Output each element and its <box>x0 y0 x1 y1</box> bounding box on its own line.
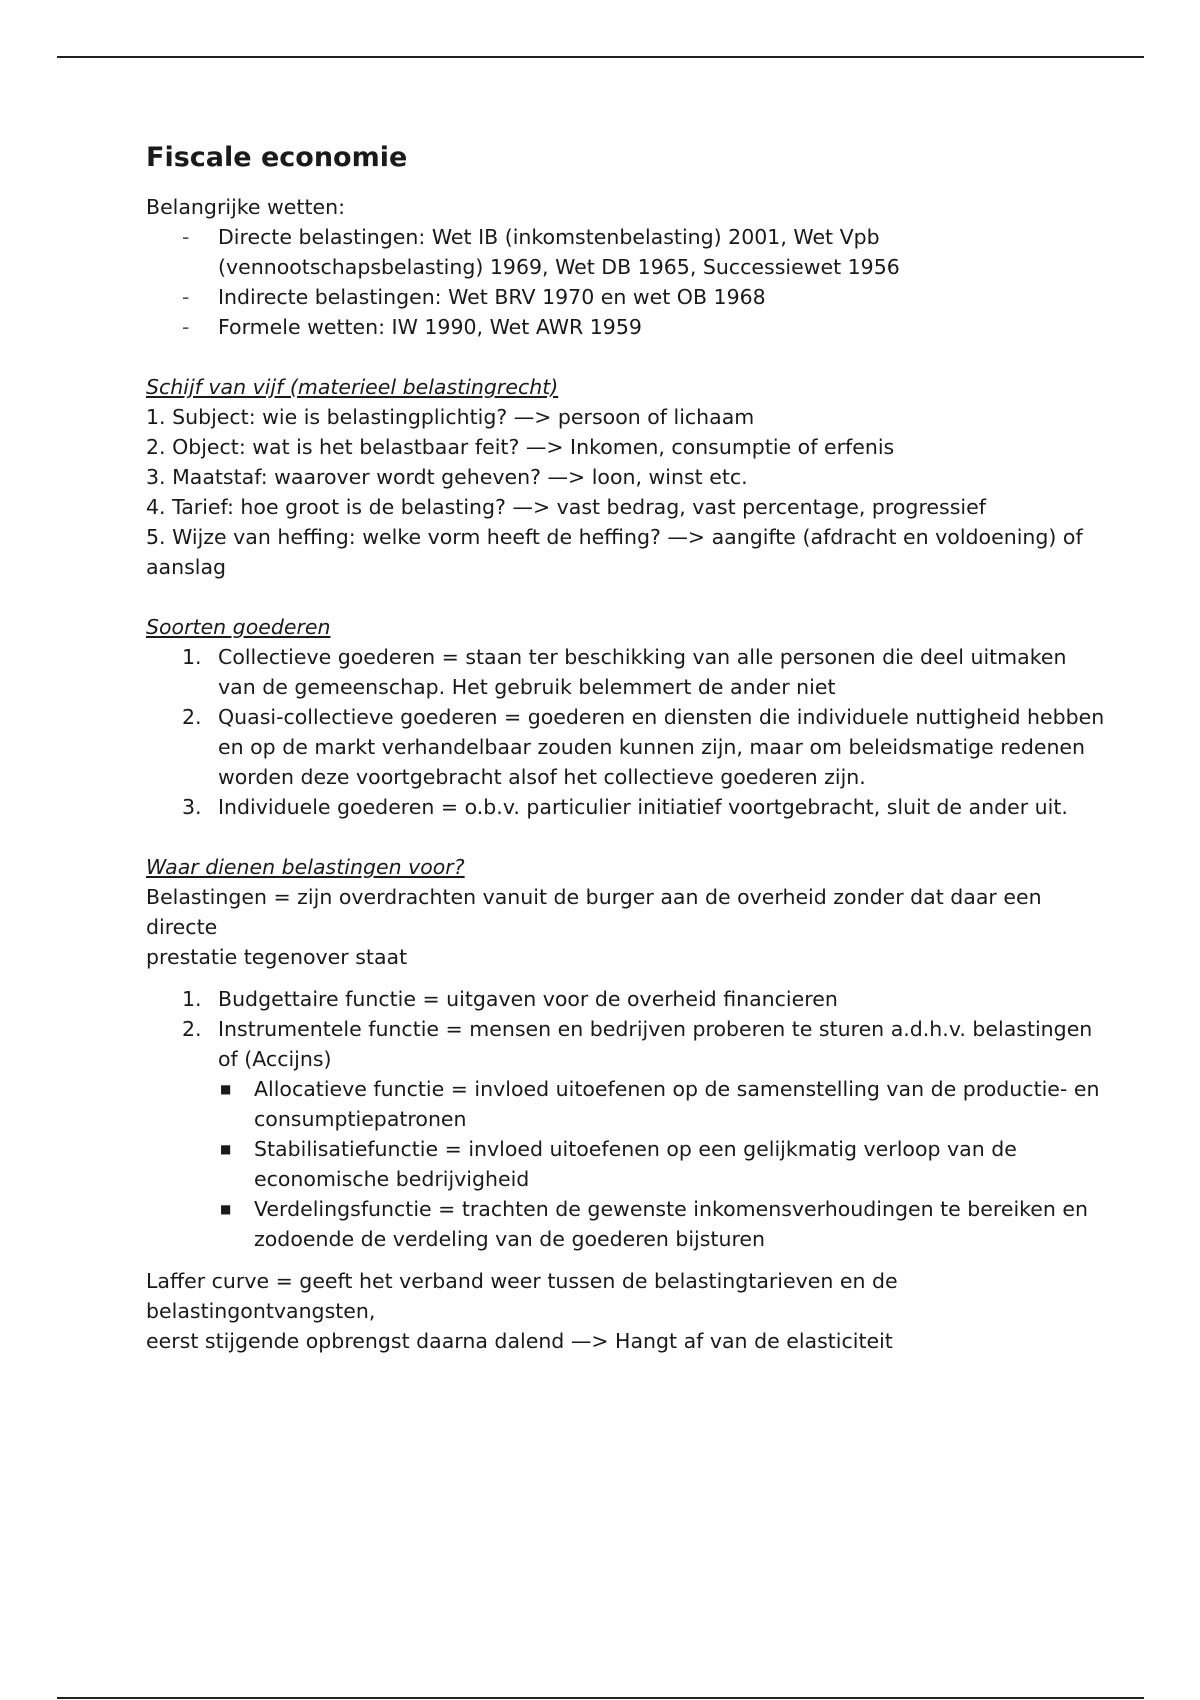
schijf-line: 1. Subject: wie is belastingplichtig? —> persoon of lichaam <box>146 405 755 429</box>
square-bullet-icon: ■ <box>220 1142 232 1156</box>
list-item: 2. Instrumentele functie = mensen en bedrijven proberen te sturen a.d.h.v. belastingen of (Accijns) <box>182 1017 1093 1071</box>
list-item: 3. Individuele goederen = o.b.v. particulier initiatief voortgebracht, sluit de ander uit. <box>182 795 1068 819</box>
square-bullet-icon: ■ <box>220 1202 232 1216</box>
document-body <box>146 140 1106 1356</box>
list-item: - Directe belastingen: Wet IB (inkomstenbelasting) 2001, Wet Vpb (vennootschapsbelasting) 1969, Wet DB 1965, Successiewet 1956 <box>146 222 1106 282</box>
list-item: ■ Stabilisatiefunctie = invloed uitoefenen op een gelijkmatig verloop van de economische bedrijvigheid <box>146 1134 1106 1194</box>
laffer-curve-text-cont: eerst stijgende opbrengst daarna dalend —> Hangt af van de elasticiteit <box>146 1329 893 1353</box>
wetten-list <box>146 222 1106 342</box>
list-item: - Indirecte belastingen: Wet BRV 1970 en wet OB 1968 <box>146 282 1106 312</box>
section-heading-goederen: Soorten goederen <box>146 615 331 639</box>
header-rule <box>57 56 1144 58</box>
list-item: 2. Quasi-collectieve goederen = goederen en diensten die individuele nuttigheid hebben en op de markt verhandelbaar zouden kunnen zijn, maar om beleidsmatige redenen worden deze voortgebracht alsof het collectieve goederen zijn. <box>182 705 1105 789</box>
list-item: 1. Collectieve goederen = staan ter beschikking van alle personen die deel uitmaken van de gemeenschap. Het gebruik belemmert de ander niet <box>182 645 1067 699</box>
dash-bullet-icon: - <box>182 315 190 339</box>
page-title: Fiscale economie <box>146 142 408 173</box>
schijf-line: 5. Wijze van heffing: welke vorm heeft de heffing? —> aangifte (afdracht en voldoening) of aanslag <box>146 525 1083 579</box>
list-item: 1. Budgettaire functie = uitgaven voor de overheid financieren <box>182 987 838 1011</box>
goederen-list <box>146 642 1106 822</box>
section-heading-schijf: Schijf van vijf (materieel belastingrecht) <box>146 375 559 399</box>
section-heading-belastingen: Waar dienen belastingen voor? <box>146 855 465 879</box>
subfuncties-list <box>146 1074 1106 1254</box>
list-item: ■ Verdelingsfunctie = trachten de gewenste inkomensverhoudingen te bereiken en zodoende de verdeling van de goederen bijsturen <box>146 1194 1106 1254</box>
belastingen-definition: Belastingen = zijn overdrachten vanuit de burger aan de overheid zonder dat daar een directe <box>146 885 1042 939</box>
belastingen-definition-cont: prestatie tegenover staat <box>146 945 408 969</box>
dash-bullet-icon: - <box>182 225 190 249</box>
square-bullet-icon: ■ <box>220 1082 232 1096</box>
list-item: ■ Allocatieve functie = invloed uitoefenen op de samenstelling van de productie- en consumptiepatronen <box>146 1074 1106 1134</box>
footer-rule <box>57 1697 1144 1699</box>
functies-list <box>146 984 1106 1074</box>
schijf-line: 2. Object: wat is het belastbaar feit? —> Inkomen, consumptie of erfenis <box>146 435 895 459</box>
laffer-curve-text: Laffer curve = geeft het verband weer tussen de belastingtarieven en de belastingontvangsten, <box>146 1269 898 1323</box>
list-item: - Formele wetten: IW 1990, Wet AWR 1959 <box>146 312 1106 342</box>
wetten-intro: Belangrijke wetten: <box>146 195 345 219</box>
schijf-line: 4. Tarief: hoe groot is de belasting? —> vast bedrag, vast percentage, progressief <box>146 495 986 519</box>
schijf-line: 3. Maatstaf: waarover wordt geheven? —> loon, winst etc. <box>146 465 748 489</box>
dash-bullet-icon: - <box>182 285 190 309</box>
